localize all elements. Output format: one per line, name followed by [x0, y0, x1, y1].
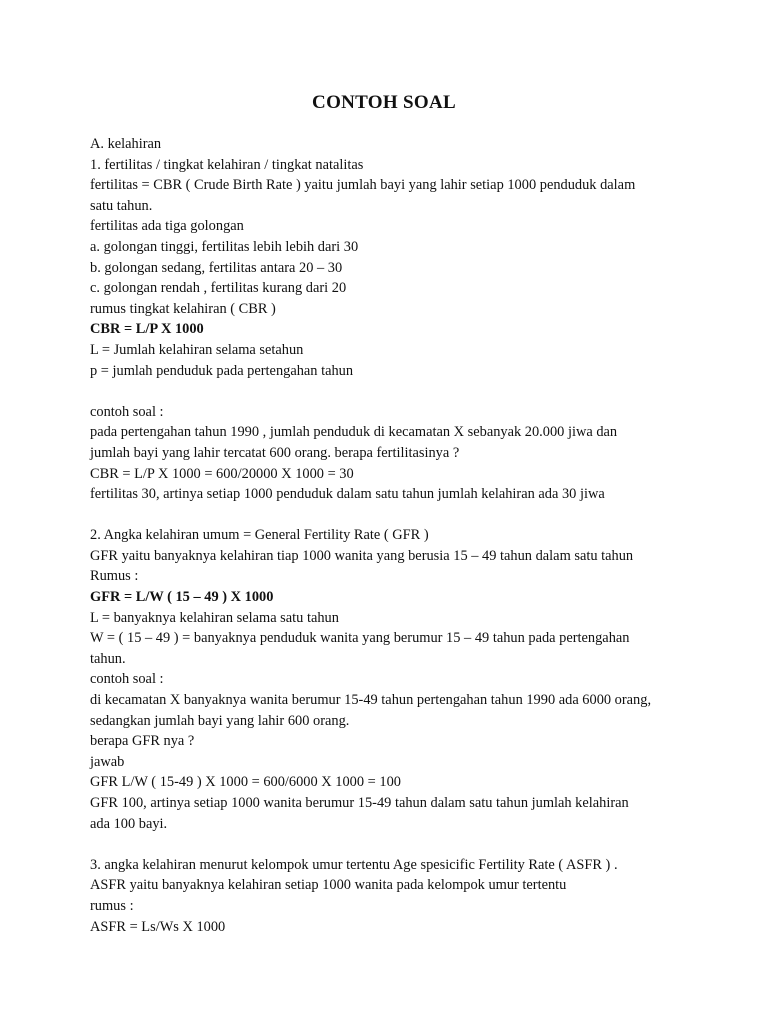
list-item: c. golongan rendah , fertilitas kurang dari 20 [90, 280, 347, 297]
paragraph-line: GFR yaitu banyaknya kelahiran tiap 1000 wanita yang berusia 15 – 49 tahun dalam satu tahun [90, 547, 634, 564]
subsection-heading: 2. Angka kelahiran umum = General Fertility Rate ( GFR ) [90, 527, 429, 544]
list-item: a. golongan tinggi, fertilitas lebih lebih dari 30 [90, 238, 359, 255]
document-body [90, 134, 690, 937]
paragraph-line: satu tahun. [90, 197, 153, 214]
paragraph-line: berapa GFR nya ? [90, 733, 195, 750]
paragraph-line: pada pertengahan tahun 1990 , jumlah penduduk di kecamatan X sebanyak 20.000 jiwa dan [90, 424, 618, 441]
paragraph-line: jawab [90, 753, 125, 770]
blank-line [90, 505, 690, 526]
subsection-heading: 3. angka kelahiran menurut kelompok umur tertentu Age spesicific Fertility Rate ( ASFR ) . [90, 856, 618, 873]
formula-cbr: CBR = L/P X 1000 [90, 321, 204, 338]
paragraph-line: L = banyaknya kelahiran selama satu tahun [90, 609, 339, 626]
page-title: CONTOH SOAL [312, 92, 456, 113]
paragraph-line: contoh soal : [90, 671, 164, 688]
paragraph-line: GFR L/W ( 15-49 ) X 1000 = 600/6000 X 1000 = 100 [90, 774, 401, 791]
paragraph-line: CBR = L/P X 1000 = 600/20000 X 1000 = 30 [90, 465, 354, 482]
paragraph-line: L = Jumlah kelahiran selama setahun [90, 341, 304, 358]
paragraph-line: jumlah bayi yang lahir tercatat 600 orang. berapa fertilitasinya ? [90, 444, 460, 461]
paragraph-line: rumus tingkat kelahiran ( CBR ) [90, 300, 276, 317]
blank-line [90, 381, 690, 402]
paragraph-line: p = jumlah penduduk pada pertengahan tahun [90, 362, 354, 379]
blank-line [90, 834, 690, 855]
formula-asfr: ASFR = Ls/Ws X 1000 [90, 918, 226, 935]
formula-gfr: GFR = L/W ( 15 – 49 ) X 1000 [90, 589, 274, 606]
paragraph-line: GFR 100, artinya setiap 1000 wanita berumur 15-49 tahun dalam satu tahun jumlah kelahiran [90, 795, 629, 811]
paragraph-line: rumus : [90, 897, 134, 914]
section-heading: A. kelahiran [90, 136, 162, 152]
paragraph-line: fertilitas = CBR ( Crude Birth Rate ) yaitu jumlah bayi yang lahir setiap 1000 penduduk dalam [90, 177, 636, 194]
paragraph-line: tahun. [90, 650, 126, 667]
paragraph-line: di kecamatan X banyaknya wanita berumur 15-49 tahun pertengahan tahun 1990 ada 6000 orang, [90, 692, 652, 709]
subsection-heading: 1. fertilitas / tingkat kelahiran / tingkat natalitas [90, 156, 364, 173]
paragraph-line: ASFR yaitu banyaknya kelahiran setiap 1000 wanita pada kelompok umur tertentu [90, 877, 567, 894]
paragraph-line: fertilitas ada tiga golongan [90, 218, 244, 235]
paragraph-line: fertilitas 30, artinya setiap 1000 penduduk dalam satu tahun jumlah kelahiran ada 30 jiwa [90, 486, 605, 503]
paragraph-line: W = ( 15 – 49 ) = banyaknya penduduk wanita yang berumur 15 – 49 tahun pada pertengahan [90, 630, 630, 647]
paragraph-line: contoh soal : [90, 403, 164, 420]
paragraph-line: Rumus : [90, 568, 139, 585]
paragraph-line: ada 100 bayi. [90, 815, 168, 832]
paragraph-line: sedangkan jumlah bayi yang lahir 600 orang. [90, 712, 350, 729]
list-item: b. golongan sedang, fertilitas antara 20 – 30 [90, 259, 343, 276]
